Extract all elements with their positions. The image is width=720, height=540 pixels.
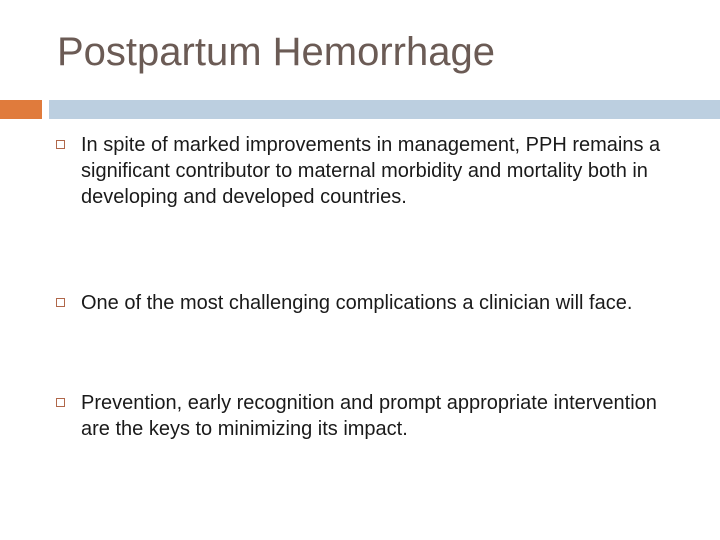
square-bullet-icon xyxy=(56,140,65,149)
square-bullet-icon xyxy=(56,298,65,307)
bullet-text: One of the most challenging complications a clinician will face. xyxy=(81,292,633,314)
square-bullet-icon xyxy=(56,398,65,407)
bullet-text: In spite of marked improvements in management, PPH remains a significant contributor to maternal morbidity and mortality both in developing and developed countries. xyxy=(81,134,661,208)
slide-title: Postpartum Hemorrhage xyxy=(57,30,495,74)
bullet-text: Prevention, early recognition and prompt appropriate intervention are the keys to minimizing its impact. xyxy=(81,392,657,440)
title-accent-bar xyxy=(0,100,42,119)
title-rule-bar xyxy=(49,100,720,119)
